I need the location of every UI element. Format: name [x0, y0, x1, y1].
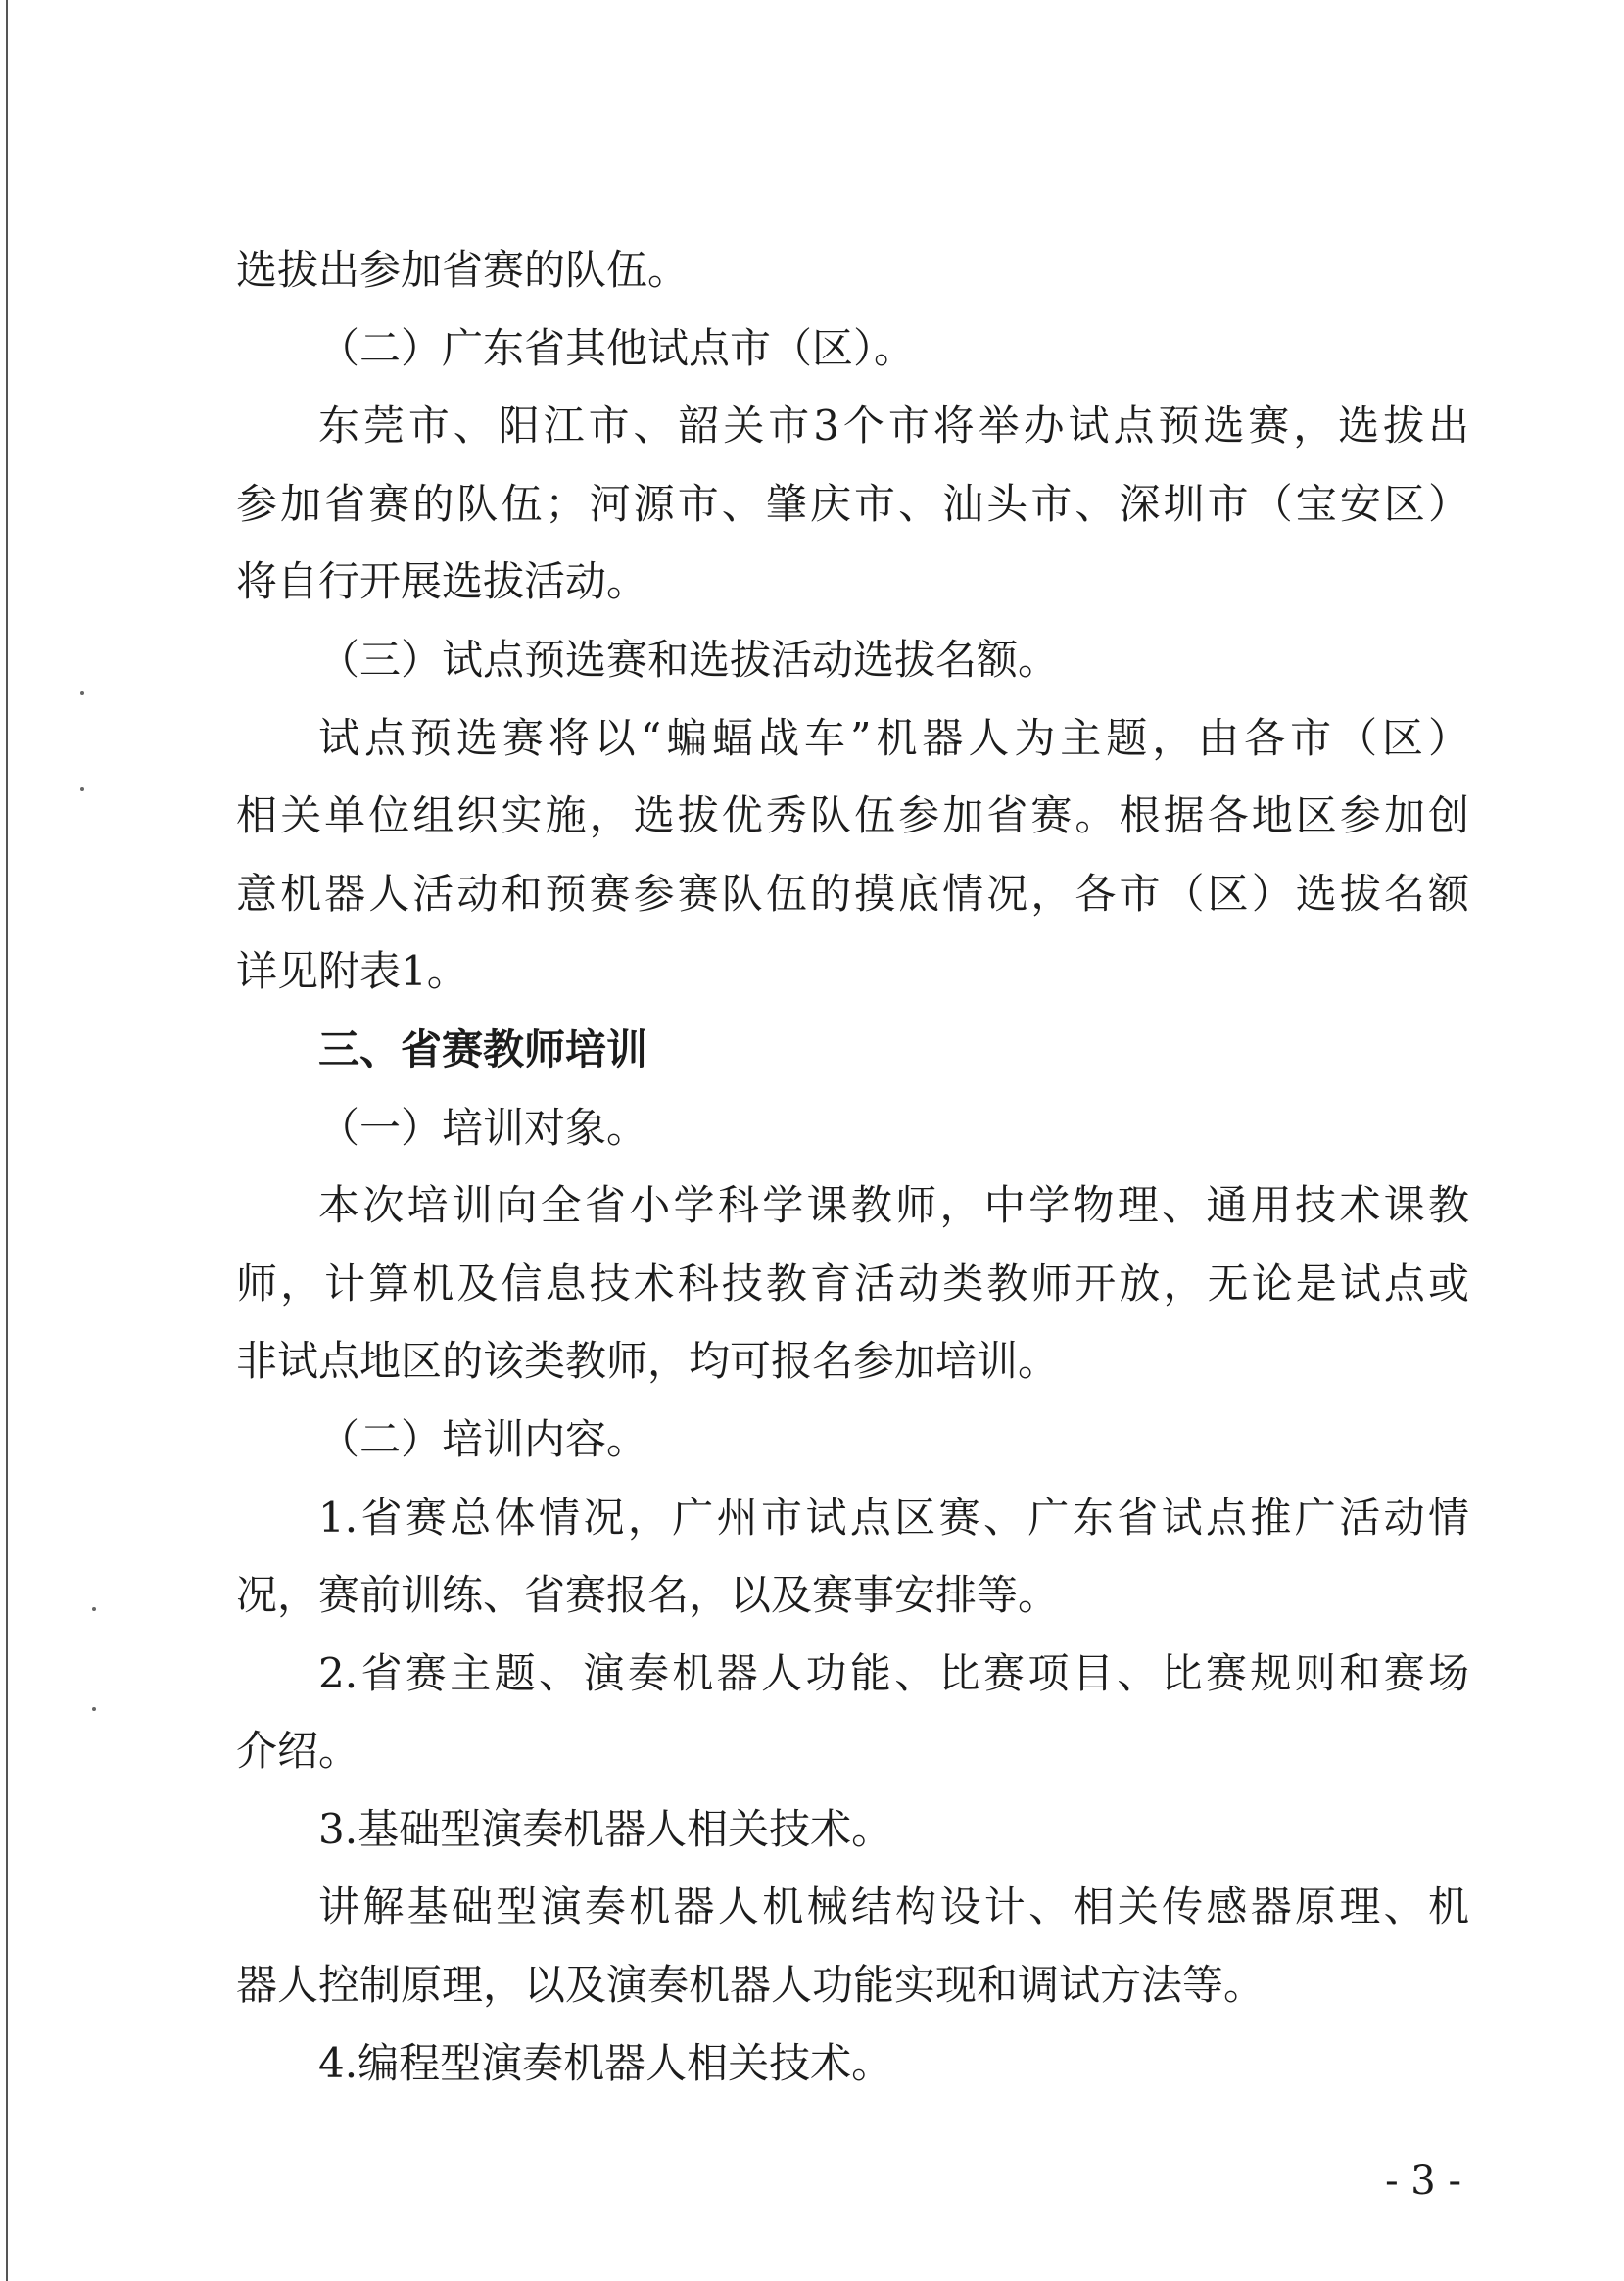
paragraph-line: 将自行开展选拔活动。	[236, 557, 648, 606]
paragraph-line: 意机器人活动和预赛参赛队伍的摸底情况，各市（区）选拔名额	[236, 869, 1469, 918]
list-item-line: 3.基础型演奏机器人相关技术。	[318, 1804, 893, 1853]
scan-speck	[92, 1607, 96, 1611]
scan-speck	[80, 787, 84, 791]
list-item-line: 4.编程型演奏机器人相关技术。	[318, 2038, 893, 2087]
paragraph-line: 师，计算机及信息技术科技教育活动类教师开放，无论是试点或	[236, 1259, 1469, 1307]
paragraph-line: 详见附表1。	[236, 947, 468, 996]
list-item-line: 介绍。	[236, 1727, 360, 1776]
paragraph-line: 参加省赛的队伍；河源市、肇庆市、汕头市、深圳市（宝安区）	[236, 479, 1469, 528]
binding-edge-line	[6, 0, 8, 2281]
paragraph-line: 讲解基础型演奏机器人机械结构设计、相关传感器原理、机	[318, 1882, 1469, 1931]
paragraph-line: 本次培训向全省小学科学课教师，中学物理、通用技术课教	[318, 1181, 1469, 1230]
paragraph-line: 东莞市、阳江市、韶关市3个市将举办试点预选赛，选拔出	[318, 402, 1469, 451]
subsection-heading: （二）广东省其他试点市（区）。	[318, 323, 916, 372]
list-item-line: 1.省赛总体情况，广州市试点区赛、广东省试点推广活动情	[318, 1493, 1469, 1542]
subsection-heading: （三）试点预选赛和选拔活动选拔名额。	[318, 635, 1060, 684]
scan-speck	[80, 691, 84, 695]
page-number: - 3 -	[1385, 2159, 1461, 2204]
document-body	[236, 231, 1469, 2102]
list-item-line: 2.省赛主题、演奏机器人功能、比赛项目、比赛规则和赛场	[318, 1648, 1469, 1697]
paragraph-line: 非试点地区的该类教师，均可报名参加培训。	[236, 1337, 1060, 1386]
list-item-line: 况，赛前训练、省赛报名，以及赛事安排等。	[236, 1571, 1060, 1620]
paragraph-line: 选拔出参加省赛的队伍。	[236, 246, 690, 294]
paragraph-line: 试点预选赛将以“蝙蝠战车”机器人为主题，由各市（区）	[318, 713, 1469, 762]
section-heading: 三、省赛教师培训	[318, 1024, 648, 1073]
scan-speck	[92, 1707, 96, 1711]
subsection-heading: （二）培训内容。	[318, 1414, 648, 1463]
paragraph-line: 器人控制原理，以及演奏机器人功能实现和调试方法等。	[236, 1961, 1266, 2010]
subsection-heading: （一）培训对象。	[318, 1103, 648, 1152]
paragraph-line: 相关单位组织实施，选拔优秀队伍参加省赛。根据各地区参加创	[236, 791, 1469, 840]
